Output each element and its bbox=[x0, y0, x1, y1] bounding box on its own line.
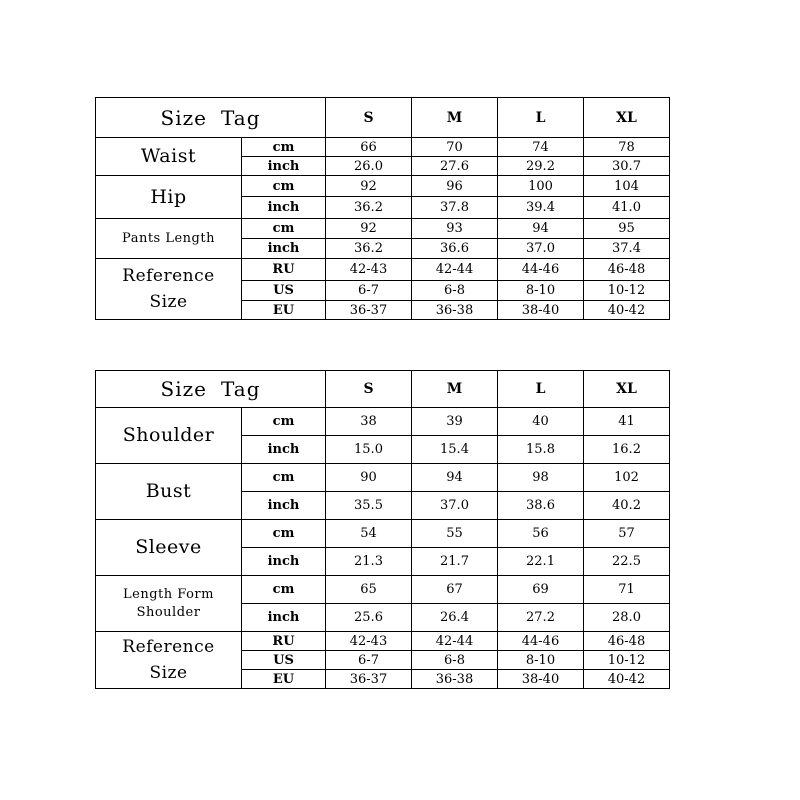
measure-label-length-form-shoulder: Length Form Shoulder bbox=[96, 576, 242, 632]
region-label-eu: EU bbox=[242, 670, 326, 689]
region-label-ru: RU bbox=[242, 259, 326, 281]
size-tag-header: Size Tag bbox=[96, 371, 326, 408]
size-header-s: S bbox=[326, 98, 412, 138]
value-cell: 67 bbox=[412, 576, 498, 604]
region-label-eu: EU bbox=[242, 301, 326, 320]
value-cell: 36-37 bbox=[326, 670, 412, 689]
value-cell: 21.7 bbox=[412, 548, 498, 576]
value-cell: 27.2 bbox=[498, 604, 584, 632]
tops-size-table bbox=[95, 370, 670, 689]
value-cell: 93 bbox=[412, 219, 498, 239]
value-cell: 78 bbox=[584, 138, 670, 157]
size-header-s: S bbox=[326, 371, 412, 408]
unit-label: cm bbox=[242, 576, 326, 604]
table-row bbox=[96, 176, 670, 197]
value-cell: 22.1 bbox=[498, 548, 584, 576]
value-cell: 37.0 bbox=[412, 492, 498, 520]
size-header-l: L bbox=[498, 98, 584, 138]
value-cell: 36.2 bbox=[326, 239, 412, 259]
value-cell: 26.4 bbox=[412, 604, 498, 632]
size-header-m: M bbox=[412, 371, 498, 408]
measure-label-hip: Hip bbox=[96, 176, 242, 219]
measure-label-bust: Bust bbox=[96, 464, 242, 520]
unit-label: cm bbox=[242, 464, 326, 492]
value-cell: 6-8 bbox=[412, 651, 498, 670]
unit-label: inch bbox=[242, 239, 326, 259]
size-header-l: L bbox=[498, 371, 584, 408]
table-row bbox=[96, 138, 670, 157]
unit-label: cm bbox=[242, 138, 326, 157]
value-cell: 40-42 bbox=[584, 670, 670, 689]
value-cell: 38-40 bbox=[498, 301, 584, 320]
value-cell: 27.6 bbox=[412, 157, 498, 176]
value-cell: 38.6 bbox=[498, 492, 584, 520]
value-cell: 54 bbox=[326, 520, 412, 548]
value-cell: 40 bbox=[498, 408, 584, 436]
size-header-xl: XL bbox=[584, 371, 670, 408]
reference-size-label: Reference Size bbox=[96, 259, 242, 320]
size-header-m: M bbox=[412, 98, 498, 138]
region-label-us: US bbox=[242, 651, 326, 670]
unit-label: inch bbox=[242, 436, 326, 464]
value-cell: 15.0 bbox=[326, 436, 412, 464]
size-tag-header: Size Tag bbox=[96, 98, 326, 138]
region-label-us: US bbox=[242, 281, 326, 301]
unit-label: inch bbox=[242, 157, 326, 176]
value-cell: 36.6 bbox=[412, 239, 498, 259]
value-cell: 8-10 bbox=[498, 281, 584, 301]
value-cell: 92 bbox=[326, 176, 412, 197]
value-cell: 38-40 bbox=[498, 670, 584, 689]
value-cell: 71 bbox=[584, 576, 670, 604]
table-row bbox=[96, 576, 670, 604]
value-cell: 15.4 bbox=[412, 436, 498, 464]
value-cell: 65 bbox=[326, 576, 412, 604]
value-cell: 36.2 bbox=[326, 197, 412, 219]
measure-label-waist: Waist bbox=[96, 138, 242, 176]
value-cell: 8-10 bbox=[498, 651, 584, 670]
value-cell: 98 bbox=[498, 464, 584, 492]
value-cell: 28.0 bbox=[584, 604, 670, 632]
table-row bbox=[96, 632, 670, 651]
value-cell: 36-37 bbox=[326, 301, 412, 320]
value-cell: 10-12 bbox=[584, 281, 670, 301]
table-row bbox=[96, 520, 670, 548]
value-cell: 55 bbox=[412, 520, 498, 548]
value-cell: 66 bbox=[326, 138, 412, 157]
value-cell: 21.3 bbox=[326, 548, 412, 576]
value-cell: 40-42 bbox=[584, 301, 670, 320]
unit-label: inch bbox=[242, 548, 326, 576]
measure-label-shoulder: Shoulder bbox=[96, 408, 242, 464]
value-cell: 35.5 bbox=[326, 492, 412, 520]
unit-label: inch bbox=[242, 197, 326, 219]
value-cell: 56 bbox=[498, 520, 584, 548]
value-cell: 95 bbox=[584, 219, 670, 239]
value-cell: 69 bbox=[498, 576, 584, 604]
value-cell: 42-44 bbox=[412, 259, 498, 281]
value-cell: 41.0 bbox=[584, 197, 670, 219]
value-cell: 26.0 bbox=[326, 157, 412, 176]
value-cell: 44-46 bbox=[498, 259, 584, 281]
value-cell: 94 bbox=[498, 219, 584, 239]
value-cell: 102 bbox=[584, 464, 670, 492]
value-cell: 6-7 bbox=[326, 651, 412, 670]
value-cell: 100 bbox=[498, 176, 584, 197]
table-row bbox=[96, 259, 670, 281]
unit-label: cm bbox=[242, 408, 326, 436]
value-cell: 44-46 bbox=[498, 632, 584, 651]
unit-label: cm bbox=[242, 219, 326, 239]
table-row bbox=[96, 408, 670, 436]
unit-label: cm bbox=[242, 176, 326, 197]
measure-label-sleeve: Sleeve bbox=[96, 520, 242, 576]
value-cell: 46-48 bbox=[584, 632, 670, 651]
value-cell: 30.7 bbox=[584, 157, 670, 176]
reference-size-label: Reference Size bbox=[96, 632, 242, 689]
value-cell: 25.6 bbox=[326, 604, 412, 632]
unit-label: inch bbox=[242, 604, 326, 632]
value-cell: 16.2 bbox=[584, 436, 670, 464]
value-cell: 90 bbox=[326, 464, 412, 492]
header-row bbox=[96, 371, 670, 408]
value-cell: 42-44 bbox=[412, 632, 498, 651]
value-cell: 96 bbox=[412, 176, 498, 197]
value-cell: 6-8 bbox=[412, 281, 498, 301]
value-cell: 42-43 bbox=[326, 259, 412, 281]
unit-label: inch bbox=[242, 492, 326, 520]
unit-label: cm bbox=[242, 520, 326, 548]
value-cell: 38 bbox=[326, 408, 412, 436]
region-label-ru: RU bbox=[242, 632, 326, 651]
value-cell: 70 bbox=[412, 138, 498, 157]
value-cell: 37.4 bbox=[584, 239, 670, 259]
value-cell: 37.8 bbox=[412, 197, 498, 219]
value-cell: 104 bbox=[584, 176, 670, 197]
value-cell: 6-7 bbox=[326, 281, 412, 301]
header-row bbox=[96, 98, 670, 138]
value-cell: 94 bbox=[412, 464, 498, 492]
value-cell: 41 bbox=[584, 408, 670, 436]
value-cell: 46-48 bbox=[584, 259, 670, 281]
value-cell: 40.2 bbox=[584, 492, 670, 520]
value-cell: 15.8 bbox=[498, 436, 584, 464]
value-cell: 22.5 bbox=[584, 548, 670, 576]
value-cell: 36-38 bbox=[412, 301, 498, 320]
value-cell: 10-12 bbox=[584, 651, 670, 670]
value-cell: 74 bbox=[498, 138, 584, 157]
table-row bbox=[96, 219, 670, 239]
value-cell: 57 bbox=[584, 520, 670, 548]
value-cell: 37.0 bbox=[498, 239, 584, 259]
value-cell: 39.4 bbox=[498, 197, 584, 219]
value-cell: 42-43 bbox=[326, 632, 412, 651]
value-cell: 39 bbox=[412, 408, 498, 436]
bottoms-size-table bbox=[95, 97, 670, 320]
measure-label-pants-length: Pants Length bbox=[96, 219, 242, 259]
value-cell: 29.2 bbox=[498, 157, 584, 176]
value-cell: 36-38 bbox=[412, 670, 498, 689]
table-row bbox=[96, 464, 670, 492]
size-header-xl: XL bbox=[584, 98, 670, 138]
value-cell: 92 bbox=[326, 219, 412, 239]
